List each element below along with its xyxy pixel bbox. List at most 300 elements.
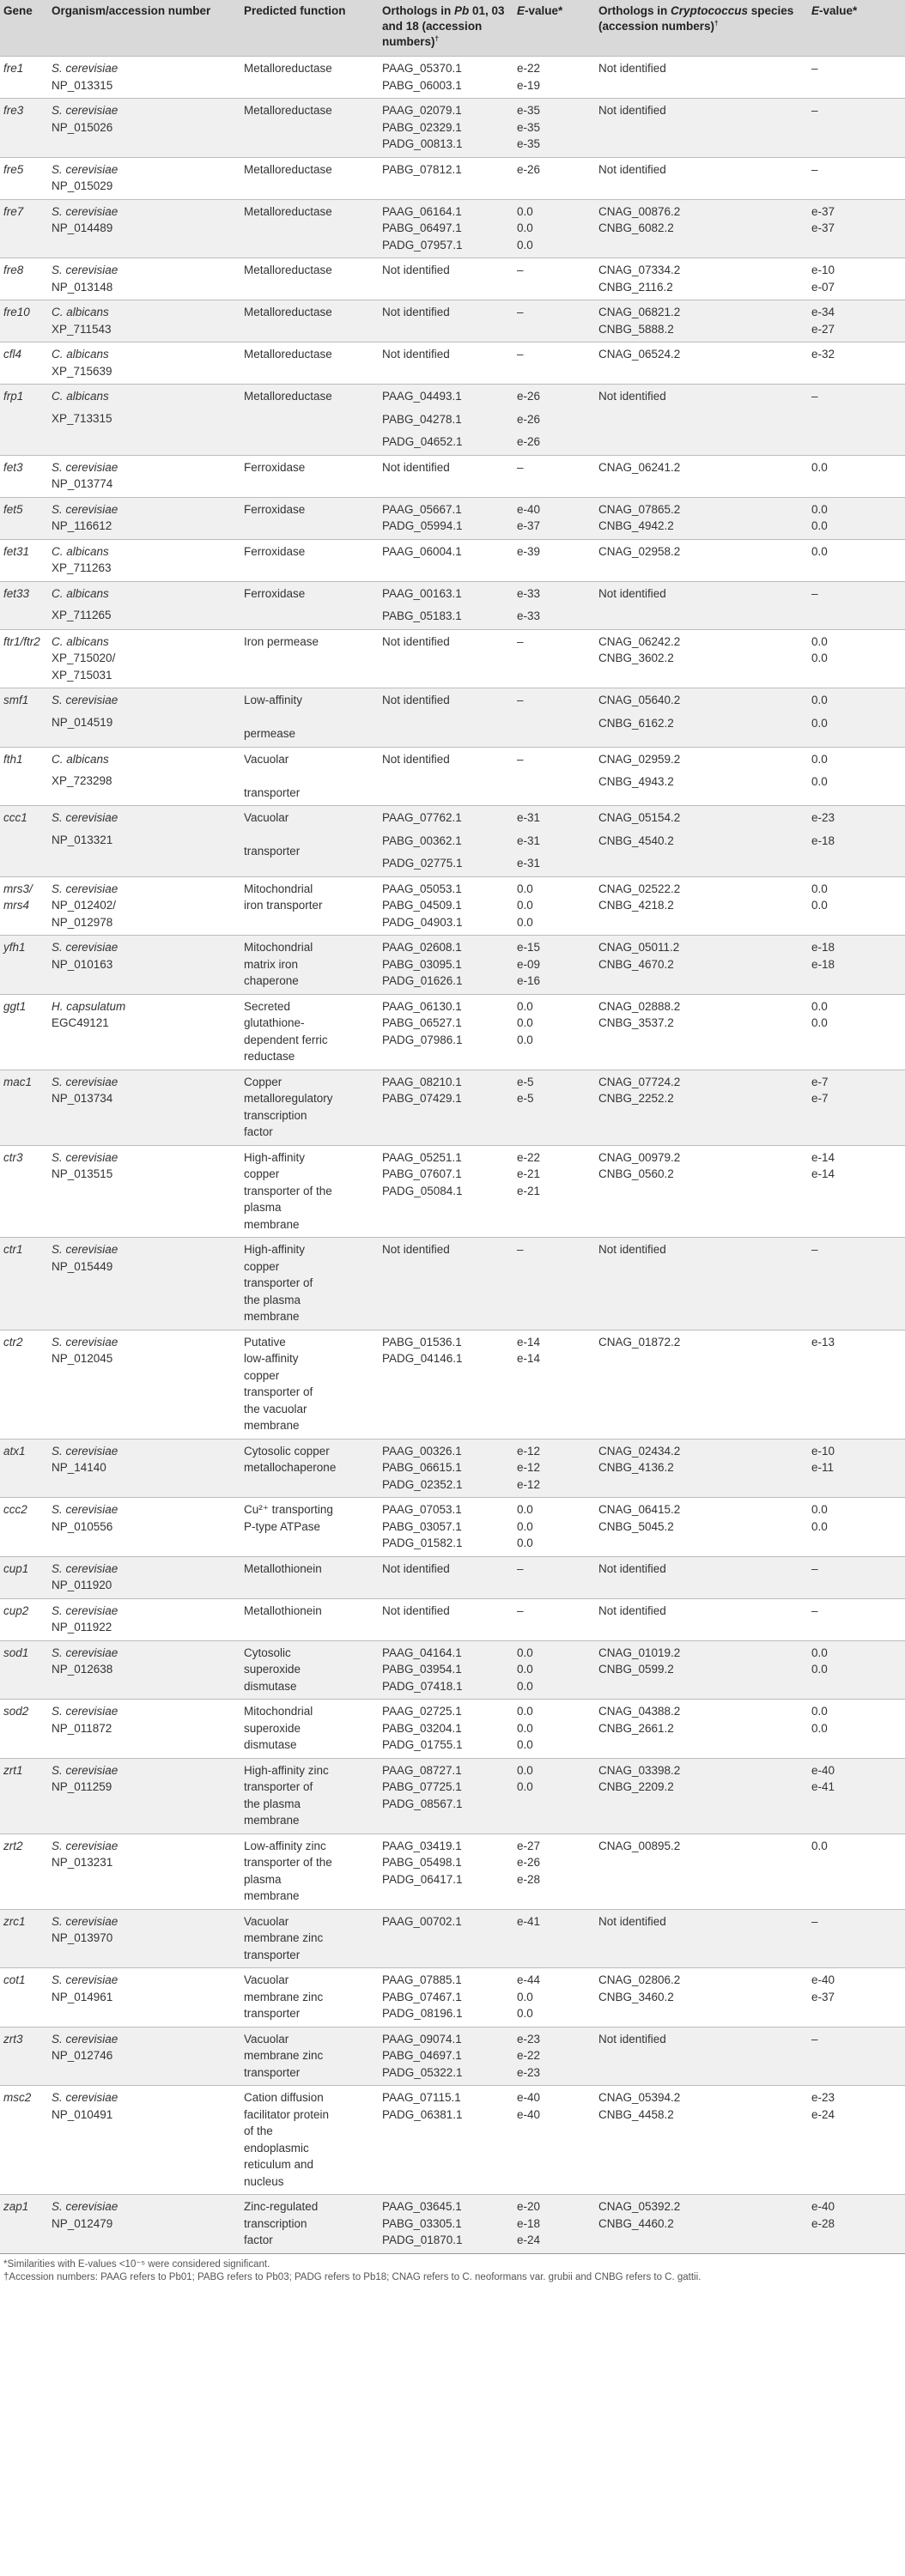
cell-line: 0.0 <box>811 999 828 1013</box>
cell-line: e-10 <box>811 1444 835 1458</box>
cell-line: e-21 <box>517 1184 541 1197</box>
organism-cell <box>48 2027 240 2086</box>
gene-name: fre3 <box>3 104 24 117</box>
pb-evalue-cell <box>513 455 595 497</box>
cell-line: CNBG_4136.2 <box>598 1461 674 1474</box>
gene-name: sod2 <box>3 1705 29 1718</box>
gene-name: cot1 <box>3 1973 26 1986</box>
cell-line: Not identified <box>598 62 666 75</box>
cell-line: PADG_00813.1 <box>382 137 463 150</box>
table-row <box>0 1968 905 2027</box>
cell-line: 0.0 <box>811 634 828 648</box>
predicted-function: Mitochondrial superoxide dismutase <box>244 1705 313 1751</box>
gene-cell <box>0 1439 48 1498</box>
gene-name: msc2 <box>3 2091 32 2104</box>
cell-line: Not identified <box>598 104 666 117</box>
crypto-evalue-cell <box>808 57 905 99</box>
cell-line: 0.0 <box>517 1519 533 1533</box>
pb-evalue-cell <box>513 1640 595 1700</box>
organism-accession: XP_711265 <box>52 609 112 621</box>
cell-line: 0.0 <box>811 1839 828 1852</box>
predicted-function: Cytosolic superoxide dismutase <box>244 1646 301 1693</box>
organism-name: C. albicans <box>52 586 109 600</box>
cell-line: PAAG_09074.1 <box>382 2032 462 2046</box>
cell-line: CNAG_05011.2 <box>598 941 680 954</box>
organism-name: S. cerevisiae <box>52 1561 118 1575</box>
cell-line: 0.0 <box>811 694 828 706</box>
crypto-evalue-cell <box>808 258 905 300</box>
predicted-function: Vacuolar membrane zinc transporter <box>244 1973 324 2020</box>
gene-cell <box>0 1640 48 1700</box>
cell-line: 0.0 <box>517 899 533 912</box>
table-row <box>0 1330 905 1439</box>
cell-line: 0.0 <box>517 1033 533 1046</box>
pb-evalue-cell <box>513 258 595 300</box>
cell-line: 0.0 <box>517 1503 533 1516</box>
cell-line: – <box>811 1561 818 1575</box>
cell-line: CNBG_4458.2 <box>598 2107 674 2121</box>
organism-cell <box>48 1640 240 1700</box>
cell-line: e-18 <box>811 833 835 847</box>
gene-name: frp1 <box>3 390 24 403</box>
cell-line: – <box>517 694 524 706</box>
organism-name: S. cerevisiae <box>52 264 118 276</box>
organism-name: S. cerevisiae <box>52 2200 118 2213</box>
function-cell <box>240 1070 379 1145</box>
cell-line: e-7 <box>811 1075 829 1088</box>
gene-cell <box>0 747 48 806</box>
cell-line: PADG_04903.1 <box>382 915 463 929</box>
gene-cell <box>0 1556 48 1598</box>
cell-line: 0.0 <box>811 899 828 912</box>
cell-line: CNAG_02434.2 <box>598 1444 681 1458</box>
cell-line: 0.0 <box>517 238 533 252</box>
pb-evalue-cell <box>513 157 595 199</box>
table-row <box>0 1439 905 1498</box>
crypto-evalue-cell <box>808 688 905 748</box>
organism-name: C. albicans <box>52 634 109 648</box>
gene-name: ccc1 <box>3 811 27 824</box>
cell-line: e-15 <box>517 941 541 954</box>
crypto-orthologs-cell <box>595 300 808 342</box>
cell-line: PAAG_08727.1 <box>382 1763 462 1777</box>
table-row <box>0 1145 905 1238</box>
organism-name: S. cerevisiae <box>52 1763 118 1777</box>
header-crypto-orthologs: Orthologs in Cryptococcus species (accession numbers)† <box>598 4 794 33</box>
organism-name: S. cerevisiae <box>52 104 118 117</box>
gene-name: ggt1 <box>3 999 27 1013</box>
cell-line: e-12 <box>517 1477 541 1491</box>
table-row <box>0 539 905 581</box>
cell-line: e-40 <box>811 1973 835 1986</box>
cell-line: e-33 <box>517 586 541 600</box>
cell-line: e-35 <box>517 137 541 150</box>
cell-line: Not identified <box>382 752 450 766</box>
organism-accession: XP_713315 <box>52 411 112 425</box>
organism-cell <box>48 1238 240 1330</box>
crypto-orthologs-cell <box>595 1640 808 1700</box>
predicted-function: Metalloreductase <box>244 264 332 276</box>
organism-accession: NP_012638 <box>52 1663 113 1676</box>
cell-line: Not identified <box>382 694 450 706</box>
function-cell <box>240 629 379 688</box>
cell-line: PAAG_00163.1 <box>382 586 462 600</box>
crypto-evalue-cell <box>808 157 905 199</box>
organism-name: S. cerevisiae <box>52 162 118 176</box>
cell-line: CNAG_06821.2 <box>598 306 681 318</box>
gene-cell <box>0 157 48 199</box>
function-cell <box>240 1330 379 1439</box>
predicted-function: Metallothionein <box>244 1603 322 1617</box>
predicted-function: Ferroxidase <box>244 460 306 474</box>
function-cell <box>240 1145 379 1238</box>
organism-name: S. cerevisiae <box>52 2032 118 2046</box>
function-cell <box>240 1834 379 1909</box>
cell-line: e-40 <box>517 2107 541 2121</box>
table-row <box>0 2027 905 2086</box>
gene-name: zrc1 <box>3 1914 26 1928</box>
organism-accession: NP_14140 <box>52 1461 106 1474</box>
organism-accession: NP_012746 <box>52 2049 113 2062</box>
organism-name: S. cerevisiae <box>52 1839 118 1852</box>
cell-line: 0.0 <box>811 544 828 558</box>
table-row <box>0 258 905 300</box>
organism-name: S. cerevisiae <box>52 1335 118 1349</box>
cell-line: CNBG_2252.2 <box>598 1092 674 1105</box>
cell-line: e-5 <box>517 1092 534 1105</box>
predicted-function: Ferroxidase <box>244 544 306 558</box>
cell-line: 0.0 <box>517 1663 533 1676</box>
pb-orthologs-cell <box>379 258 513 300</box>
cell-line: e-26 <box>517 435 541 448</box>
table-row <box>0 1909 905 1968</box>
crypto-orthologs-cell <box>595 1909 808 1968</box>
cell-line: PAAG_04493.1 <box>382 390 462 403</box>
organism-accession: NP_011920 <box>52 1579 112 1591</box>
cell-line: e-28 <box>517 1872 541 1886</box>
organism-accession: NP_014489 <box>52 221 113 234</box>
predicted-function: Mitochondrial iron transporter <box>244 882 323 912</box>
pb-orthologs-cell <box>379 157 513 199</box>
pb-evalue-cell <box>513 300 595 342</box>
organism-accession: NP_010556 <box>52 1519 113 1533</box>
cell-line: e-40 <box>517 2091 541 2104</box>
crypto-evalue-cell <box>808 876 905 936</box>
predicted-function: High-affinity zinc transporter of the plasma membrane <box>244 1763 329 1827</box>
organism-cell <box>48 539 240 581</box>
cell-line: PADG_07957.1 <box>382 238 463 252</box>
function-cell <box>240 539 379 581</box>
gene-name: fre5 <box>3 162 24 176</box>
gene-cell <box>0 629 48 688</box>
function-cell <box>240 688 379 748</box>
predicted-function: Cu²⁺ transporting P-type ATPase <box>244 1503 333 1533</box>
cell-line: CNBG_3602.2 <box>598 652 674 664</box>
cell-line: PADG_04146.1 <box>382 1352 463 1365</box>
function-cell <box>240 1238 379 1330</box>
gene-name: fre10 <box>3 306 30 318</box>
organism-name: S. cerevisiae <box>52 941 118 954</box>
cell-line: 0.0 <box>517 1646 533 1659</box>
header-row <box>0 0 905 57</box>
gene-name: ccc2 <box>3 1503 27 1516</box>
pb-orthologs-cell <box>379 876 513 936</box>
table-row <box>0 99 905 158</box>
cell-line: Not identified <box>598 2032 666 2046</box>
gene-cell <box>0 2195 48 2253</box>
organism-accession: NP_013315 <box>52 78 113 92</box>
cell-line: Not identified <box>382 264 450 276</box>
predicted-function: Copper metalloregulatory transcription factor <box>244 1075 333 1138</box>
crypto-evalue-cell <box>808 385 905 456</box>
crypto-evalue-cell <box>808 1439 905 1498</box>
gene-name: ctr3 <box>3 1150 23 1164</box>
cell-line: e-37 <box>811 204 835 218</box>
cell-line: CNAG_00895.2 <box>598 1839 681 1852</box>
function-cell <box>240 300 379 342</box>
crypto-evalue-cell <box>808 1238 905 1330</box>
cell-line: CNBG_0599.2 <box>598 1663 674 1676</box>
cell-line: e-39 <box>517 544 541 558</box>
gene-cell <box>0 1758 48 1834</box>
cell-line: PABG_07467.1 <box>382 1990 462 2003</box>
cell-line: 0.0 <box>517 1016 533 1029</box>
cell-line: e-23 <box>811 811 835 824</box>
table-row <box>0 1556 905 1598</box>
pb-orthologs-cell <box>379 2027 513 2086</box>
function-cell <box>240 1439 379 1498</box>
pb-orthologs-cell <box>379 1145 513 1238</box>
cell-line: – <box>517 752 524 766</box>
cell-line: PADG_07986.1 <box>382 1033 463 1046</box>
crypto-evalue-cell <box>808 1145 905 1238</box>
cell-line: e-19 <box>517 78 541 92</box>
cell-line: 0.0 <box>517 204 533 218</box>
gene-name: ctr1 <box>3 1243 23 1256</box>
cell-line: PAAG_06130.1 <box>382 999 462 1013</box>
cell-line: – <box>517 634 524 648</box>
organism-cell <box>48 199 240 258</box>
gene-cell <box>0 876 48 936</box>
organism-accession: NP_011922 <box>52 1621 112 1633</box>
table-footnotes <box>0 2253 905 2284</box>
cell-line: PADG_01755.1 <box>382 1738 463 1751</box>
pb-evalue-cell <box>513 994 595 1070</box>
cell-line: e-18 <box>811 941 835 954</box>
predicted-function: Ferroxidase <box>244 502 306 516</box>
crypto-evalue-cell <box>808 2195 905 2253</box>
pb-orthologs-cell <box>379 1700 513 1759</box>
crypto-orthologs-cell <box>595 936 808 995</box>
cell-line: PAAG_07762.1 <box>382 811 462 824</box>
cell-line: PAAG_06164.1 <box>382 204 462 218</box>
gene-cell <box>0 455 48 497</box>
cell-line: PADG_04652.1 <box>382 435 463 448</box>
cell-line: 0.0 <box>517 221 533 234</box>
cell-line: 0.0 <box>811 1519 828 1533</box>
organism-name: S. cerevisiae <box>52 1243 118 1256</box>
table-row <box>0 300 905 342</box>
cell-line: e-41 <box>811 1780 835 1793</box>
cell-line: PABG_02329.1 <box>382 120 462 134</box>
crypto-evalue-cell <box>808 2086 905 2195</box>
gene-cell <box>0 300 48 342</box>
predicted-function: Low-affinity permease <box>244 694 303 740</box>
cell-line: CNAG_07865.2 <box>598 502 681 516</box>
cell-line: e-22 <box>517 62 541 75</box>
cell-line: e-33 <box>517 609 541 622</box>
cell-line: CNBG_6162.2 <box>598 716 674 730</box>
crypto-orthologs-cell <box>595 747 808 806</box>
crypto-evalue-cell <box>808 539 905 581</box>
organism-name: S. cerevisiae <box>52 502 118 516</box>
cell-line: e-23 <box>811 2091 835 2104</box>
crypto-evalue-cell <box>808 1556 905 1598</box>
pb-orthologs-cell <box>379 806 513 877</box>
cell-line: Not identified <box>598 1603 666 1617</box>
gene-name: cfl4 <box>3 348 22 361</box>
cell-line: e-16 <box>517 974 541 987</box>
cell-line: CNAG_02806.2 <box>598 1973 681 1986</box>
organism-accession: XP_715020/ <box>52 652 116 664</box>
predicted-function: Metalloreductase <box>244 348 332 361</box>
pb-orthologs-cell <box>379 1909 513 1968</box>
cell-line: PAAG_03419.1 <box>382 1839 462 1852</box>
predicted-function: Vacuolar transporter <box>244 752 301 799</box>
function-cell <box>240 199 379 258</box>
table-row <box>0 199 905 258</box>
pb-orthologs-cell <box>379 629 513 688</box>
cell-line: CNAG_06242.2 <box>598 634 681 648</box>
cell-line: CNBG_4670.2 <box>598 957 674 971</box>
function-cell <box>240 994 379 1070</box>
cell-line: PABG_07725.1 <box>382 1780 462 1793</box>
cell-line: e-14 <box>811 1167 835 1180</box>
organism-name: S. cerevisiae <box>52 1705 118 1718</box>
cell-line: – <box>517 306 524 318</box>
cell-line: Not identified <box>382 1603 450 1617</box>
cell-line: 0.0 <box>811 1646 828 1659</box>
organism-cell <box>48 1598 240 1640</box>
cell-line: PABG_03954.1 <box>382 1663 462 1676</box>
cell-line: Not identified <box>382 306 450 318</box>
gene-cell <box>0 1598 48 1640</box>
cell-line: e-07 <box>811 280 835 294</box>
organism-accession: NP_015026 <box>52 120 113 134</box>
crypto-orthologs-cell <box>595 1968 808 2027</box>
cell-line: CNBG_3537.2 <box>598 1016 674 1029</box>
cell-line: PABG_07429.1 <box>382 1092 462 1105</box>
table-row <box>0 342 905 385</box>
table-row <box>0 876 905 936</box>
pb-evalue-cell <box>513 57 595 99</box>
organism-accession: NP_013734 <box>52 1092 113 1105</box>
organism-cell <box>48 1330 240 1439</box>
cell-line: 0.0 <box>811 1663 828 1676</box>
table-row <box>0 747 905 806</box>
organism-cell <box>48 455 240 497</box>
organism-name: S. cerevisiae <box>52 1603 118 1617</box>
crypto-evalue-cell <box>808 1498 905 1557</box>
gene-name: zrt1 <box>3 1763 23 1777</box>
gene-cell <box>0 688 48 748</box>
organism-accession: NP_013148 <box>52 280 113 294</box>
cell-line: e-37 <box>811 1990 835 2003</box>
organism-cell <box>48 1439 240 1498</box>
cell-line: – <box>811 586 818 600</box>
organism-name: S. cerevisiae <box>52 1503 118 1516</box>
organism-cell <box>48 1968 240 2027</box>
cell-line: e-14 <box>517 1335 541 1349</box>
predicted-function: Low-affinity zinc transporter of the plasma membrane <box>244 1839 332 1902</box>
cell-line: CNAG_02958.2 <box>598 544 681 558</box>
cell-line: PADG_07418.1 <box>382 1679 463 1693</box>
pb-evalue-cell <box>513 1968 595 2027</box>
crypto-evalue-cell <box>808 1700 905 1759</box>
gene-cell <box>0 1070 48 1145</box>
organism-name: C. albicans <box>52 544 109 558</box>
pb-evalue-cell <box>513 1498 595 1557</box>
crypto-evalue-cell <box>808 1834 905 1909</box>
organism-name: S. cerevisiae <box>52 1646 118 1659</box>
organism-name: S. cerevisiae <box>52 1075 118 1088</box>
cell-line: e-40 <box>517 502 541 516</box>
cell-line: – <box>517 348 524 361</box>
cell-line: – <box>811 104 818 117</box>
cell-line: – <box>517 264 524 276</box>
cell-line: PABG_06003.1 <box>382 78 462 92</box>
gene-name: fet5 <box>3 502 23 516</box>
cell-line: CNBG_2116.2 <box>598 280 673 294</box>
gene-name: fet3 <box>3 460 23 474</box>
crypto-evalue-cell <box>808 1070 905 1145</box>
pb-evalue-cell <box>513 1556 595 1598</box>
pb-orthologs-cell <box>379 342 513 385</box>
table-row <box>0 1498 905 1557</box>
table-row <box>0 688 905 748</box>
cell-line: Not identified <box>598 1914 666 1928</box>
cell-line: e-34 <box>811 306 835 318</box>
cell-line: e-35 <box>517 120 541 134</box>
crypto-evalue-cell <box>808 497 905 539</box>
function-cell <box>240 747 379 806</box>
pb-evalue-cell <box>513 1145 595 1238</box>
cell-line: 0.0 <box>811 882 828 895</box>
cell-line: – <box>517 1243 524 1256</box>
crypto-evalue-cell <box>808 1598 905 1640</box>
organism-cell <box>48 2086 240 2195</box>
function-cell <box>240 385 379 456</box>
gene-name: zap1 <box>3 2200 29 2213</box>
cell-line: e-28 <box>811 2216 835 2230</box>
cell-line: PABG_07607.1 <box>382 1167 462 1180</box>
gene-name: mrs3/ mrs4 <box>3 882 33 912</box>
pb-orthologs-cell <box>379 1598 513 1640</box>
cell-line: e-37 <box>517 519 541 532</box>
cell-line: Not identified <box>382 634 450 648</box>
cell-line: CNAG_00979.2 <box>598 1150 681 1164</box>
cell-line: e-24 <box>811 2107 835 2121</box>
cell-line: PABG_04509.1 <box>382 899 462 912</box>
crypto-orthologs-cell <box>595 629 808 688</box>
cell-line: PADG_06417.1 <box>382 1872 463 1886</box>
organism-cell <box>48 1758 240 1834</box>
crypto-evalue-cell <box>808 936 905 995</box>
organism-accession: NP_116612 <box>52 519 112 532</box>
predicted-function: Metalloreductase <box>244 104 332 117</box>
organism-accession: NP_013515 <box>52 1167 113 1180</box>
cell-line: e-41 <box>517 1914 541 1928</box>
